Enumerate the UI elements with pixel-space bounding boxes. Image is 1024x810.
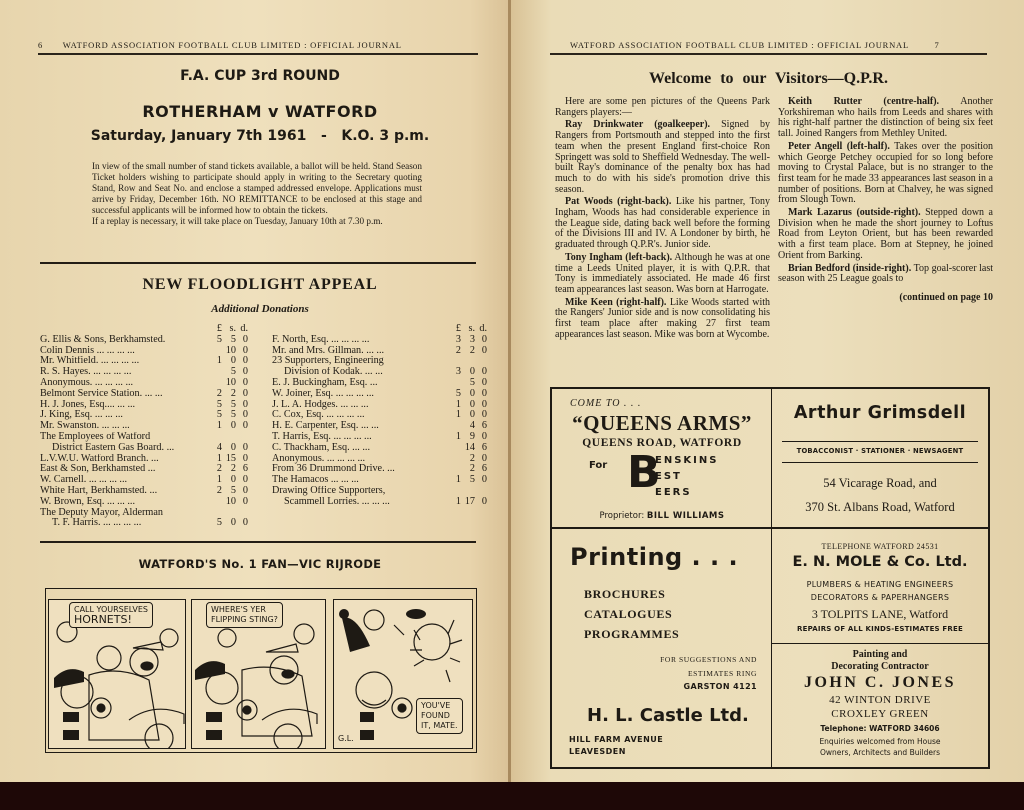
amount-pounds: 1 xyxy=(455,474,461,486)
cartoon-panel-2 xyxy=(191,599,326,749)
player-profile xyxy=(555,253,770,296)
amount-shillings: 10 xyxy=(225,495,236,507)
ad-rule xyxy=(782,462,978,463)
ad-rule xyxy=(782,441,978,442)
left-page-6 xyxy=(0,0,510,790)
amount-shillings: 17 xyxy=(464,495,475,507)
donor-name: The Deputy Mayor, Alderman xyxy=(40,507,163,518)
ad-enquiry-line: FOR SUGGESTIONS AND xyxy=(660,655,757,664)
ad-pub-address: QUEENS ROAD, WATFORD xyxy=(582,437,742,449)
amount-pence: 0 xyxy=(481,409,487,421)
ad-en-mole xyxy=(772,529,988,644)
player-name: Peter Angell (left-half). xyxy=(788,140,890,152)
ad-hl-castle-printing xyxy=(552,529,772,767)
running-head xyxy=(38,40,402,50)
donation-row xyxy=(272,410,487,421)
ad-proprietor xyxy=(552,511,772,521)
ad-footer: REPAIRS OF ALL KINDS-ESTIMATES FREE xyxy=(797,625,963,633)
amount-pounds: 4 xyxy=(216,441,222,453)
amount-pence: 0 xyxy=(242,333,248,345)
article-title: Welcome to our Visitors—Q.P.R. xyxy=(649,70,888,87)
amount-shillings: 4 xyxy=(469,420,475,432)
page-number: 7 xyxy=(934,40,940,50)
donor-name: C. Cox, Esq. ... ... ... ... xyxy=(272,410,365,421)
amount-pounds: 1 xyxy=(455,430,461,442)
ad-address-line: 370 St. Albans Road, Watford xyxy=(805,500,955,514)
amount-pence: 0 xyxy=(242,376,248,388)
amount-pence: 0 xyxy=(242,409,248,421)
donation-row xyxy=(272,443,487,454)
ad-trade-line: DECORATORS & PAPERHANGERS xyxy=(810,593,950,602)
ad-brand-line: ENSKINS xyxy=(655,455,719,466)
ad-company-name: E. N. MOLE & Co. Ltd. xyxy=(792,554,968,570)
donation-row xyxy=(40,486,248,497)
amount-pence: 0 xyxy=(481,376,487,388)
donor-name: Mr. and Mrs. Gillman. ... ... xyxy=(272,345,385,356)
ad-service: CATALOGUES xyxy=(584,607,673,621)
donor-name: J. King, Esq. ... ... ... xyxy=(40,410,123,421)
donations-column-2 xyxy=(272,324,487,508)
running-head-text: WATFORD ASSOCIATION FOOTBALL CLUB LIMITED : OFFICIAL JOURNAL xyxy=(570,40,909,50)
amount-shillings: 0 xyxy=(469,398,475,410)
cartoon-title: WATFORD'S No. 1 FAN—VIC RIJRODE xyxy=(138,557,382,571)
donor-name: R. S. Hayes. ... ... ... ... xyxy=(40,367,132,378)
currency-header xyxy=(272,324,487,335)
amount-pence: 0 xyxy=(481,495,487,507)
donation-row xyxy=(40,335,248,346)
player-name: Pat Woods (right-back). xyxy=(565,196,672,208)
donation-row xyxy=(272,367,487,378)
donation-row xyxy=(272,454,487,465)
donation-row xyxy=(272,464,487,475)
donation-row xyxy=(272,389,487,400)
donor-name: Drawing Office Supporters, xyxy=(272,485,386,496)
article-intro: Here are some pen pictures of the Queens Park Rangers players:— xyxy=(555,96,770,118)
amount-shillings: 5 xyxy=(469,376,475,388)
donor-name: E. J. Buckingham, Esq. ... xyxy=(272,377,378,388)
amount-pounds: 2 xyxy=(216,387,222,399)
currency-label: £ xyxy=(216,323,222,334)
amount-pounds: 5 xyxy=(455,387,461,399)
donation-row xyxy=(272,432,487,443)
donor-name: From 36 Drummond Drive. ... xyxy=(272,464,395,475)
amount-pence: 0 xyxy=(242,441,248,453)
donation-row xyxy=(272,421,487,432)
amount-shillings: 5 xyxy=(230,484,236,496)
advertisements-block xyxy=(550,387,990,769)
speech-line: WHERE'S YER xyxy=(211,605,266,614)
amount-shillings: 0 xyxy=(469,387,475,399)
appeal-subtitle: Additional Donations xyxy=(211,303,309,315)
ad-trade-line: Decorating Contractor xyxy=(831,661,929,672)
amount-shillings: 14 xyxy=(464,441,475,453)
donor-name: The Hamacos ... ... ... xyxy=(272,475,359,486)
article-column-2 xyxy=(778,97,993,304)
amount-pence: 0 xyxy=(481,474,487,486)
currency-label: £ xyxy=(455,323,461,334)
sign-line: FOUND xyxy=(421,711,450,720)
amount-pence: 0 xyxy=(481,387,487,399)
amount-shillings: 5 xyxy=(469,474,475,486)
amount-shillings: 2 xyxy=(230,463,236,475)
donation-row xyxy=(40,518,248,529)
amount-pounds: 1 xyxy=(216,474,222,486)
ad-trades: TOBACCONIST · STATIONER · NEWSAGENT xyxy=(796,447,964,455)
ad-address-line: HILL FARM AVENUE xyxy=(569,735,664,744)
header-rule xyxy=(550,53,987,55)
donor-name: T. Harris, Esq. ... ... ... ... xyxy=(272,431,372,442)
ad-address-line: 42 WINTON DRIVE xyxy=(829,694,931,706)
ad-shop-name: Arthur Grimsdell xyxy=(793,403,967,423)
donor-name: 23 Supporters, Engineering xyxy=(272,356,384,367)
running-head xyxy=(570,40,940,50)
amount-shillings: 2 xyxy=(469,344,475,356)
player-name: Keith Rutter (centre-half). xyxy=(788,96,940,107)
player-text: Like Woods started with the Rangers' Junior side and is now consolidating his first team place after making 27 first team appearances last season. Mike was born at Wycombe. xyxy=(555,296,771,340)
donor-name: G. Ellis & Sons, Berkhamsted. xyxy=(40,334,166,345)
donor-name: Mr. Whitfield. ... ... ... ... xyxy=(40,356,140,367)
player-text: Another Yorkshireman who hails from Leeds and shares with his right-half partner the distinction of being six feet tall. Joined Rangers from Methley United. xyxy=(778,96,993,140)
continued-note: (continued on page 10 xyxy=(899,291,993,303)
donation-row xyxy=(272,486,487,497)
appeal-title: NEW FLOODLIGHT APPEAL xyxy=(142,276,378,293)
amount-pence: 6 xyxy=(242,463,248,475)
donor-name: W. Carnell. ... ... ... ... xyxy=(40,475,128,486)
player-profile xyxy=(778,264,993,285)
amount-shillings: 0 xyxy=(230,517,236,529)
donor-name: T. F. Harris. ... ... ... ... xyxy=(52,518,142,529)
amount-pounds: 5 xyxy=(216,409,222,421)
player-profile xyxy=(555,197,770,251)
amount-pence: 0 xyxy=(242,517,248,529)
donation-row xyxy=(272,475,487,486)
amount-shillings: 2 xyxy=(469,463,475,475)
proprietor-name: BILL WILLIAMS xyxy=(646,511,725,521)
amount-pence: 0 xyxy=(481,430,487,442)
amount-pounds: 5 xyxy=(216,398,222,410)
amount-pounds xyxy=(210,367,222,378)
cartoon-strip xyxy=(45,588,477,753)
donation-row xyxy=(40,356,248,367)
donor-name: The Employees of Watford xyxy=(40,431,151,442)
amount-pounds: 1 xyxy=(455,495,461,507)
donation-row xyxy=(40,367,248,378)
player-name: Tony Ingham (left-back). xyxy=(565,251,673,263)
ad-enquiry-line: ESTIMATES RING xyxy=(687,669,757,678)
amount-shillings: 0 xyxy=(230,420,236,432)
article-column-1 xyxy=(555,97,770,342)
amount-pence: 0 xyxy=(242,452,248,464)
ad-company-name: H. L. Castle Ltd. xyxy=(587,705,749,726)
donation-row xyxy=(272,335,487,346)
speech-line: HORNETS! xyxy=(74,613,132,626)
cartoon-sign xyxy=(416,698,463,734)
amount-pence: 6 xyxy=(481,420,487,432)
amount-pence: 0 xyxy=(481,344,487,356)
ad-address-line: CROXLEY GREEN xyxy=(831,708,929,720)
player-name: Mark Lazarus (outside-right). xyxy=(788,207,921,219)
currency-label: s. xyxy=(229,323,236,334)
ad-service: PROGRAMMES xyxy=(584,627,680,641)
amount-shillings: 5 xyxy=(230,333,236,345)
section-divider xyxy=(40,541,476,543)
replay-notice: If a replay is necessary, it will take place on Tuesday, January 10th at 7.30 p.m. xyxy=(92,215,383,226)
competition-title: F.A. CUP 3rd ROUND xyxy=(180,68,340,84)
amount-pence: 0 xyxy=(242,355,248,367)
donor-name: H. E. Carpenter, Esq. ... ... xyxy=(272,421,379,432)
player-text: Like his partner, Tony Ingham, Woods has had considerable experience in the League side, dating back well before the forming of the Divisions III and IV. A Londoner by birth, he graduated through Q.P.R's. Junior side. xyxy=(555,196,771,251)
proprietor-label: Proprietor: xyxy=(599,511,645,521)
speech-bubble xyxy=(206,602,283,628)
donation-row xyxy=(272,346,487,357)
amount-pounds: 5 xyxy=(216,517,222,529)
ad-trade-line: PLUMBERS & HEATING ENGINEERS xyxy=(806,580,954,589)
player-name: Mike Keen (right-half). xyxy=(565,296,667,308)
player-text: Signed by Rangers from Portsmouth and stepped into the first team when the present England first-choice Ron Springett was sold to Sheffield Wednesday. The well-built Ray's dominance of the penalty box has had much to do with his side's promotion drive this season. xyxy=(555,119,770,195)
donor-name: White Hart, Berkhamsted. ... xyxy=(40,485,158,496)
donation-row xyxy=(40,443,248,454)
amount-shillings: 0 xyxy=(469,409,475,421)
amount-pounds: 3 xyxy=(455,366,461,378)
donor-name: Anonymous. ... ... ... ... xyxy=(40,377,134,388)
ad-telephone: Telephone: WATFORD 34606 xyxy=(820,724,940,733)
ad-trade-line: Painting and xyxy=(852,649,908,660)
match-title: ROTHERHAM v WATFORD xyxy=(142,102,378,121)
speech-bubble xyxy=(69,602,153,628)
speech-line: FLIPPING STING? xyxy=(211,615,278,624)
ad-service: BROCHURES xyxy=(584,587,666,601)
donor-name: H. J. Jones, Esq.... ... ... xyxy=(40,399,136,410)
donor-name: Anonymous. ... ... ... ... xyxy=(272,453,366,464)
amount-shillings: 10 xyxy=(225,344,236,356)
ad-note-line: Enquiries welcomed from House xyxy=(819,737,941,746)
amount-pounds: 1 xyxy=(216,420,222,432)
header-rule xyxy=(38,53,478,55)
donor-name: East & Son, Berkhamsted ... xyxy=(40,464,156,475)
cartoon-panel-1 xyxy=(48,599,186,749)
donation-row xyxy=(40,421,248,432)
amount-pounds: 2 xyxy=(216,463,222,475)
amount-pounds: 1 xyxy=(455,409,461,421)
amount-shillings: 10 xyxy=(225,376,236,388)
donor-name: Scammell Lorries. ... ... ... xyxy=(284,496,390,507)
donations-column-1 xyxy=(40,324,248,529)
donation-row xyxy=(40,389,248,400)
match-date: Saturday, January 7th 1961 - K.O. 3 p.m. xyxy=(90,128,430,144)
amount-pence: 0 xyxy=(242,474,248,486)
amount-pence: 0 xyxy=(242,387,248,399)
amount-pence: 0 xyxy=(481,366,487,378)
ad-address: 3 TOLPITS LANE, Watford xyxy=(811,607,949,621)
speech-line: CALL YOURSELVES xyxy=(74,605,148,614)
header-spacer xyxy=(40,324,210,335)
ad-brand-line: EERS xyxy=(655,487,692,498)
amount-pounds xyxy=(449,443,461,454)
player-text: Takes over the position which George Petchey occupied for so long before moving to Crystal Palace, but is no stranger to the first team for he made 33 appearances last season in a number of positions. Born at Chalvey, he was signed from Slough Town. xyxy=(778,140,994,206)
donor-name: J. L. A. Hodges. ... ... ... xyxy=(272,399,369,410)
amount-pounds: 5 xyxy=(216,333,222,345)
player-name: Ray Drinkwater (goalkeeper). xyxy=(565,119,711,131)
donor-name: District Eastern Gas Board. ... xyxy=(52,442,175,453)
ad-brand-initial: B xyxy=(627,447,661,498)
amount-shillings: 5 xyxy=(230,366,236,378)
ad-address-line: 54 Vicarage Road, and xyxy=(823,476,937,490)
player-text: Top goal-scorer last season with 25 League goals to xyxy=(778,262,993,285)
page-number: 6 xyxy=(38,40,44,50)
player-profile xyxy=(778,142,993,206)
cartoon-panel-3 xyxy=(333,599,473,749)
amount-shillings: 2 xyxy=(230,387,236,399)
amount-shillings: 0 xyxy=(230,441,236,453)
donation-row xyxy=(272,497,487,508)
amount-pence: 0 xyxy=(242,420,248,432)
artist-signature: G.L. xyxy=(338,734,354,743)
sign-line: IT, MATE. xyxy=(421,721,458,730)
donation-row xyxy=(272,378,487,389)
ad-queens-arms xyxy=(552,389,772,529)
ad-for-label: For xyxy=(589,460,608,471)
right-page-7 xyxy=(510,0,1024,790)
donor-name: Division of Kodak. ... ... xyxy=(284,367,383,378)
ad-tagline: COME TO . . . xyxy=(570,398,642,409)
donation-row xyxy=(272,400,487,411)
donor-name: F. North, Esq. ... ... ... ... xyxy=(272,334,370,345)
amount-pounds: 1 xyxy=(216,355,222,367)
currency-label: d. xyxy=(479,323,487,334)
player-text: Stepped down a Division when he made the short journey to Loftus Road from Leyton Orient, but has been rewarded with a first team place. Born at Stepney, he joined Orient from Barking. xyxy=(778,207,993,261)
amount-shillings: 5 xyxy=(230,409,236,421)
amount-shillings: 5 xyxy=(230,398,236,410)
ticket-notice xyxy=(92,161,422,226)
donation-row xyxy=(272,356,487,367)
amount-shillings: 2 xyxy=(469,452,475,464)
ad-note-line: Owners, Architects and Builders xyxy=(819,748,940,757)
player-profile xyxy=(778,97,993,140)
section-divider xyxy=(40,262,476,264)
sign-line: YOU'VE xyxy=(421,701,451,710)
amount-shillings: 0 xyxy=(469,366,475,378)
currency-label: s. xyxy=(468,323,475,334)
amount-pounds xyxy=(449,454,461,465)
donor-name: W. Brown, Esq. ... ... ... xyxy=(40,496,135,507)
amount-pence: 0 xyxy=(242,484,248,496)
amount-pounds: 2 xyxy=(455,344,461,356)
amount-pence: 0 xyxy=(481,452,487,464)
donor-name: L.V.W.U. Watford Branch. ... xyxy=(40,453,159,464)
donor-name: Belmont Service Station. ... ... xyxy=(40,388,163,399)
amount-pounds: 1 xyxy=(216,452,222,464)
amount-pence: 0 xyxy=(481,333,487,345)
running-head-text: WATFORD ASSOCIATION FOOTBALL CLUB LIMITED : OFFICIAL JOURNAL xyxy=(62,40,402,50)
ballot-notice: In view of the small number of stand tickets available, a ballot will be held. Stand Season Ticket holders wishing to participate should apply in writing to the Secretary quoting Stand, Row and Seat No. and enclose a stamped addressed envelope. Applications must arrive by Friday, December 16th. NO REMITTANCE to be enclosed at this stage and successful applicants will be informed how to obtain the tickets. xyxy=(92,161,422,215)
ad-headline: Printing . . . xyxy=(570,543,739,571)
ad-arthur-grimsdell xyxy=(772,389,988,529)
ad-brand-line: EST xyxy=(655,471,682,482)
amount-shillings: 0 xyxy=(230,474,236,486)
ad-telephone: TELEPHONE WATFORD 24531 xyxy=(821,542,939,551)
amount-pence: 0 xyxy=(242,398,248,410)
ad-company-name: JOHN C. JONES xyxy=(803,674,957,691)
donor-name: W. Joiner, Esq. ... ... ... ... xyxy=(272,388,374,399)
ad-john-c-jones xyxy=(772,644,988,767)
player-profile xyxy=(555,298,770,341)
amount-pence: 6 xyxy=(481,463,487,475)
ad-address-line: LEAVESDEN xyxy=(569,747,626,756)
amount-pounds xyxy=(210,497,222,508)
amount-pence: 0 xyxy=(481,398,487,410)
amount-shillings: 0 xyxy=(230,355,236,367)
amount-shillings: 9 xyxy=(469,430,475,442)
donor-name: C. Thackham, Esq. ... ... xyxy=(272,442,370,453)
amount-shillings: 15 xyxy=(225,452,236,464)
currency-label: d. xyxy=(240,323,248,334)
book-spine xyxy=(508,0,511,790)
ad-pub-name: “QUEENS ARMS” xyxy=(572,411,752,435)
donor-name: Mr. Swanston. ... ... ... xyxy=(40,421,130,432)
donor-name: Colin Dennis ... ... ... ... xyxy=(40,345,135,356)
background-surface xyxy=(0,782,1024,810)
ad-phone: GARSTON 4121 xyxy=(683,682,757,691)
amount-pence: 0 xyxy=(242,495,248,507)
amount-pence: 0 xyxy=(242,366,248,378)
amount-pounds: 2 xyxy=(216,484,222,496)
amount-pence: 0 xyxy=(242,344,248,356)
amount-shillings: 3 xyxy=(469,333,475,345)
amount-pounds: 3 xyxy=(455,333,461,345)
player-profile xyxy=(778,208,993,262)
player-name: Brian Bedford (inside-right). xyxy=(788,262,912,274)
player-text: Although he was at one time a Leeds United player, it is with Q.P.R. that Tony is immediately associated. He made 46 first team appearances last season. Was born at Harrogate. xyxy=(555,251,770,295)
header-spacer xyxy=(272,324,449,335)
donation-row xyxy=(40,497,248,508)
player-profile xyxy=(555,120,770,195)
amount-pounds: 1 xyxy=(455,398,461,410)
amount-pence: 6 xyxy=(481,441,487,453)
